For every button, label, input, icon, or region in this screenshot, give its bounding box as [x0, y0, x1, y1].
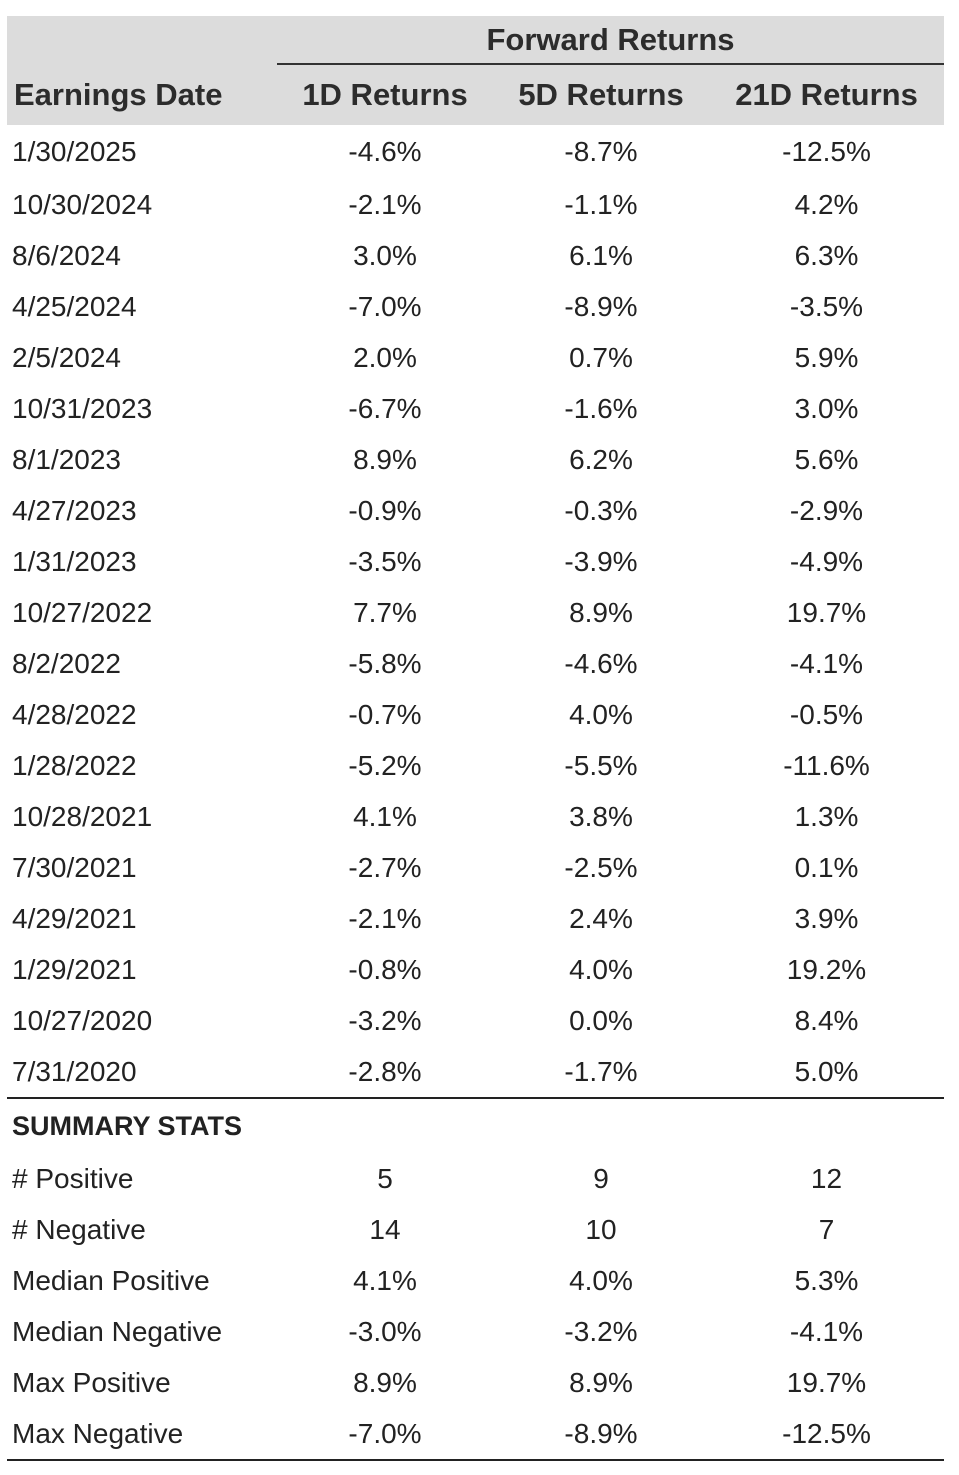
- cell-earnings-date: 10/31/2023: [12, 392, 153, 424]
- cell-earnings-date: 8/6/2024: [12, 239, 121, 271]
- cell-21d-returns: -3.5%: [789, 290, 864, 322]
- table-row: [7, 179, 944, 230]
- cell-21d-returns: -4.9%: [789, 545, 864, 577]
- summary-cell-1d-returns: 5: [377, 1162, 393, 1194]
- forward-returns-group-header: Forward Returns: [277, 16, 944, 64]
- cell-1d-returns: -2.8%: [277, 1046, 493, 1098]
- cell-5d-returns: -8.9%: [564, 290, 638, 322]
- cell-1d-returns: -2.1%: [348, 188, 422, 220]
- summary-cell-21d-returns: 5.3%: [794, 1264, 859, 1296]
- table-row: [7, 281, 944, 332]
- summary-cell-21d-returns: 12: [810, 1162, 843, 1194]
- summary-cell-earnings-date: Median Negative: [12, 1315, 223, 1347]
- cell-earnings-date: 10/27/2020: [12, 1004, 153, 1036]
- table-row: [7, 230, 944, 281]
- cell-21d-returns: 6.3%: [794, 239, 859, 271]
- cell-5d-returns: 4.0%: [569, 698, 633, 730]
- cell-5d-returns: -1.1%: [564, 188, 638, 220]
- cell-5d-returns: -1.6%: [564, 392, 638, 424]
- table-row: [7, 383, 944, 434]
- cell-1d-returns: 8.9%: [353, 443, 417, 475]
- cell-earnings-date: 1/30/2025: [12, 136, 137, 167]
- cell-earnings-date: 2/5/2024: [12, 341, 121, 373]
- cell-1d-returns: -3.2%: [348, 1004, 422, 1036]
- table-row: [7, 995, 944, 1046]
- table-row: [7, 434, 944, 485]
- cell-1d-returns: -0.8%: [348, 953, 422, 985]
- summary-row: [7, 1204, 944, 1255]
- summary-cell-1d-returns: 14: [369, 1213, 401, 1245]
- cell-earnings-date: 1/29/2021: [12, 953, 137, 985]
- cell-earnings-date: 7/31/2020: [7, 1046, 277, 1098]
- table-row: [7, 842, 944, 893]
- group-header-spacer: [7, 16, 277, 64]
- cell-21d-returns: 4.2%: [794, 188, 859, 220]
- cell-5d-returns: 0.7%: [569, 341, 633, 373]
- summary-cell-earnings-date: Median Positive: [12, 1264, 210, 1296]
- summary-cell-21d-returns: 7: [818, 1213, 835, 1245]
- cell-1d-returns: -2.7%: [348, 851, 422, 883]
- cell-1d-returns: -7.0%: [348, 290, 422, 322]
- cell-1d-returns: -5.8%: [348, 647, 422, 679]
- cell-5d-returns: 6.1%: [569, 239, 633, 271]
- cell-5d-returns: 8.9%: [569, 596, 633, 628]
- summary-cell-21d-returns: 19.7%: [786, 1366, 867, 1398]
- summary-row: [7, 1153, 944, 1204]
- cell-earnings-date: 4/28/2022: [12, 698, 137, 730]
- cell-earnings-date: 8/1/2023: [12, 443, 121, 475]
- cell-earnings-date: 4/27/2023: [12, 494, 137, 526]
- summary-title-row: [7, 1098, 944, 1153]
- cell-21d-returns: 19.7%: [786, 596, 867, 628]
- summary-cell-1d-returns: 8.9%: [353, 1366, 417, 1398]
- column-header-earnings-date: Earnings Date: [7, 64, 277, 125]
- table-row: [7, 791, 944, 842]
- cell-5d-returns: 6.2%: [569, 443, 633, 475]
- table-row: [7, 638, 944, 689]
- cell-1d-returns: 2.0%: [353, 341, 417, 373]
- table-row: [7, 1046, 944, 1098]
- table-row: [7, 536, 944, 587]
- earnings-returns-table: [7, 16, 944, 1461]
- table-row: [7, 689, 944, 740]
- cell-5d-returns: 0.0%: [569, 1004, 633, 1036]
- summary-cell-1d-returns: -3.0%: [348, 1315, 422, 1347]
- cell-1d-returns: -3.5%: [348, 545, 422, 577]
- cell-earnings-date: 1/28/2022: [12, 749, 137, 781]
- cell-1d-returns: -5.2%: [348, 749, 422, 781]
- cell-21d-returns: -4.1%: [789, 647, 864, 679]
- table-row: [7, 893, 944, 944]
- cell-5d-returns: 3.8%: [569, 800, 633, 832]
- table-header: [7, 16, 944, 125]
- cell-earnings-date: 8/2/2022: [12, 647, 121, 679]
- summary-title: SUMMARY STATS: [12, 1110, 243, 1141]
- cell-earnings-date: 10/28/2021: [12, 800, 153, 832]
- column-header-5d-returns: 5D Returns: [493, 64, 709, 125]
- cell-1d-returns: -6.7%: [348, 392, 422, 424]
- cell-5d-returns: 4.0%: [569, 953, 633, 985]
- summary-cell-5d-returns: 4.0%: [569, 1264, 633, 1296]
- column-header-1d-returns: 1D Returns: [277, 64, 493, 125]
- summary-cell-5d-returns: -3.2%: [564, 1315, 638, 1347]
- cell-earnings-date: 4/29/2021: [12, 902, 137, 934]
- table-row: [7, 125, 944, 179]
- table-row: [7, 740, 944, 791]
- summary-cell-earnings-date: # Positive: [12, 1162, 134, 1194]
- data-rows: [7, 125, 944, 1098]
- summary-cell-21d-returns: -12.5%: [709, 1408, 944, 1460]
- summary-cell-1d-returns: 4.1%: [353, 1264, 417, 1296]
- summary-row: [7, 1255, 944, 1306]
- cell-21d-returns: 19.2%: [786, 953, 867, 985]
- summary-cell-5d-returns: -8.9%: [493, 1408, 709, 1460]
- cell-1d-returns: -0.7%: [348, 698, 422, 730]
- summary-row: [7, 1357, 944, 1408]
- cell-21d-returns: 0.1%: [794, 851, 859, 883]
- cell-5d-returns: -4.6%: [564, 647, 638, 679]
- table-row: [7, 587, 944, 638]
- cell-5d-returns: 2.4%: [569, 902, 633, 934]
- cell-5d-returns: -2.5%: [564, 851, 638, 883]
- cell-earnings-date: 10/30/2024: [12, 188, 153, 220]
- cell-earnings-date: 10/27/2022: [12, 596, 153, 628]
- cell-21d-returns: 8.4%: [794, 1004, 859, 1036]
- group-header-row: [7, 16, 944, 64]
- summary-cell-5d-returns: 8.9%: [569, 1366, 633, 1398]
- earnings-returns-table-container: [7, 16, 944, 1461]
- cell-5d-returns: -1.7%: [493, 1046, 709, 1098]
- summary-row: [7, 1408, 944, 1460]
- cell-21d-returns: -12.5%: [782, 136, 871, 167]
- summary-cell-earnings-date: # Negative: [12, 1213, 146, 1245]
- cell-21d-returns: 5.9%: [794, 341, 859, 373]
- cell-1d-returns: -4.6%: [348, 136, 422, 167]
- cell-21d-returns: 5.0%: [709, 1046, 944, 1098]
- cell-21d-returns: -2.9%: [789, 494, 864, 526]
- cell-earnings-date: 4/25/2024: [12, 290, 137, 322]
- cell-1d-returns: 7.7%: [353, 596, 417, 628]
- cell-21d-returns: 3.0%: [794, 392, 859, 424]
- cell-5d-returns: -5.5%: [564, 749, 638, 781]
- summary-cell-5d-returns: 10: [585, 1213, 617, 1245]
- cell-5d-returns: -8.7%: [564, 136, 638, 167]
- column-header-row: [7, 64, 944, 125]
- table-row: [7, 332, 944, 383]
- cell-21d-returns: 3.9%: [794, 902, 859, 934]
- cell-21d-returns: -11.6%: [783, 749, 870, 781]
- cell-earnings-date: 1/31/2023: [12, 545, 137, 577]
- cell-21d-returns: 1.3%: [794, 800, 859, 832]
- summary-cell-earnings-date: Max Positive: [12, 1366, 171, 1398]
- column-header-21d-returns: 21D Returns: [709, 64, 944, 125]
- summary-cell-1d-returns: -7.0%: [277, 1408, 493, 1460]
- cell-21d-returns: -0.5%: [789, 698, 864, 730]
- summary-row: [7, 1306, 944, 1357]
- cell-21d-returns: 5.6%: [794, 443, 859, 475]
- summary-stats: [7, 1098, 944, 1460]
- summary-cell-earnings-date: Max Negative: [7, 1408, 277, 1460]
- table-row: [7, 944, 944, 995]
- cell-5d-returns: -3.9%: [564, 545, 638, 577]
- table-row: [7, 485, 944, 536]
- cell-1d-returns: 3.0%: [353, 239, 417, 271]
- cell-earnings-date: 7/30/2021: [12, 851, 137, 883]
- cell-1d-returns: 4.1%: [353, 800, 417, 832]
- summary-cell-21d-returns: -4.1%: [789, 1315, 864, 1347]
- cell-5d-returns: -0.3%: [564, 494, 638, 526]
- summary-cell-5d-returns: 9: [593, 1162, 609, 1194]
- cell-1d-returns: -0.9%: [348, 494, 422, 526]
- cell-1d-returns: -2.1%: [348, 902, 422, 934]
